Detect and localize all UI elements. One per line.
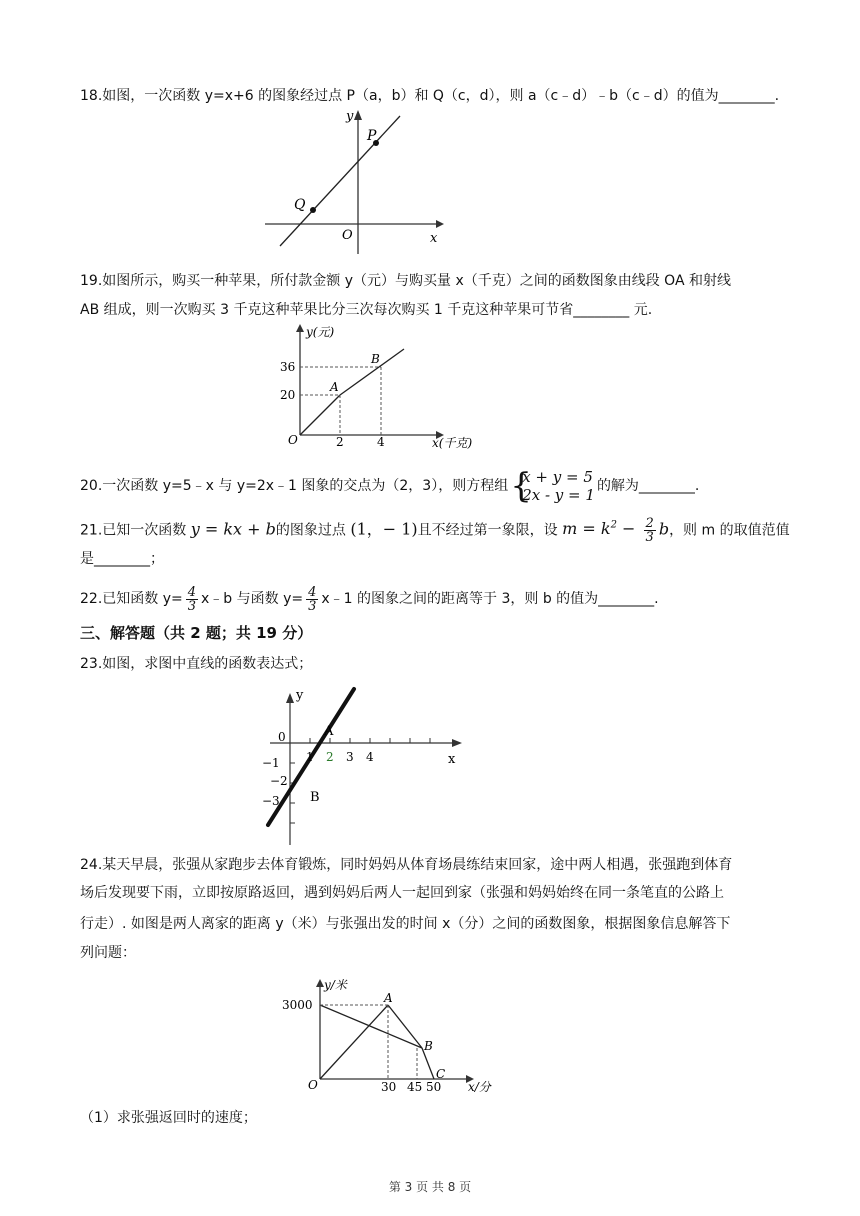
section-title: 三、解答题（共 2 题；共 19 分）: [80, 624, 313, 642]
tick-x-4: 4: [366, 750, 374, 764]
question-23: [80, 654, 780, 674]
tick-y-minus-1: −1: [262, 756, 280, 770]
tick-y-minus-2: −2: [270, 774, 288, 788]
origin-label: O: [342, 228, 353, 243]
origin-label: O: [288, 433, 298, 447]
question-21-text-start: 21.已知一次函数: [80, 522, 187, 539]
question-18-text: 18.如图，一次函数 y=x+6 的图象经过点 P（a，b）和 Q（c，d），则 a（c﹣d）﹣b（c﹣d）的值为________.: [80, 88, 780, 104]
tick-x-50: 50: [426, 1080, 442, 1094]
label-p: P: [367, 128, 377, 144]
function-expression: y = kx + b: [190, 519, 276, 539]
page-footer: [0, 1178, 860, 1195]
question-22-text-mid: x﹣b 与函数 y=: [201, 591, 304, 607]
origin-label: O: [308, 1078, 318, 1092]
question-20-text-end: 的解为________.: [596, 478, 700, 494]
question-19-line-1: [80, 271, 780, 291]
question-21-text-mid: 的图象过点: [275, 522, 346, 539]
tick-y-20: 20: [280, 388, 296, 402]
question-19-line-2: [80, 300, 780, 320]
tick-x-4: 4: [377, 435, 385, 449]
question-22-text-end: x﹣1 的图象之间的距离等于 3，则 b 的值为________.: [321, 591, 659, 607]
fraction-4-3: $\frac{4}{3}$: [187, 584, 197, 614]
axis-x-label: x/分: [468, 1080, 491, 1094]
equation-1: x + y = 5: [522, 468, 593, 486]
tick-x-30: 30: [381, 1080, 397, 1094]
question-19-text-1: 19.如图所示，购买一种苹果，所付款金额 y（元）与购买量 x（千克）之间的函数图象由线段 OA 和射线: [80, 273, 731, 289]
label-b: B: [424, 1039, 433, 1053]
page-number: 第 3 页 共 8 页: [388, 1180, 472, 1194]
fraction-2-3: $\frac{2}{3}$: [645, 515, 654, 545]
question-21-text-2: 是________；: [80, 551, 164, 567]
question-21-line-2: [80, 549, 780, 569]
tick-y-3000: 3000: [282, 998, 313, 1012]
question-24-line-2: [80, 883, 780, 903]
question-20: [80, 466, 780, 506]
question-24-text-2: 场后发现要下雨，立即按原路返回，遇到妈妈后两人一起回到家（张强和妈妈始终在同一条笔直的公路上: [80, 885, 724, 901]
question-24-text-1: 24.某天早晨，张强从家跑步去体育锻炼，同时妈妈从体育场晨练结束回家，途中两人相遇，张强跑到体育: [80, 857, 733, 873]
label-q: Q: [294, 197, 306, 213]
section-3-heading: [80, 623, 780, 643]
axis-y-label: y: [296, 688, 304, 703]
tick-x-1: 1: [306, 750, 314, 764]
tick-x-2: 2: [326, 750, 334, 764]
question-24-line-4: [80, 943, 780, 963]
tick-x-2: 2: [336, 435, 344, 449]
axis-x-label: x: [430, 231, 438, 246]
label-a: A: [324, 724, 334, 739]
axis-y-label: y: [346, 109, 354, 124]
question-24-part-1-text: （1）求张强返回时的速度；: [80, 1110, 257, 1126]
question-21-line-1: 21.已知一次函数 y = kx + b的图象过点 (1，− 1)且不经过第一象限，设 $m = k^2$ − $\frac{2}{3}$ b，则 m 的取值范值: [80, 515, 790, 545]
equation-2: 2x - y = 1: [522, 486, 595, 504]
axis-x-label: x(千克): [432, 436, 473, 450]
label-c: C: [436, 1067, 446, 1081]
label-b: B: [310, 790, 320, 805]
question-20-text: 20.一次函数 y=5﹣x 与 y=2x﹣1 图象的交点为（2，3），则方程组: [80, 478, 509, 494]
tick-y-36: 36: [280, 360, 296, 374]
fraction-4-3-second: $\frac{4}{3}$: [308, 584, 317, 614]
label-b: B: [371, 352, 380, 366]
question-24-text-4: 列问题：: [80, 945, 136, 961]
figure-23-graph: [256, 685, 476, 855]
axis-x-label: x: [448, 752, 456, 767]
question-24-line-1: [80, 855, 780, 875]
label-a: A: [384, 991, 393, 1005]
question-19-text-2: AB 组成，则一次购买 3 千克这种苹果比分三次每次购买 1 千克这种苹果可节省________ 元.: [80, 302, 653, 318]
label-a: A: [330, 380, 339, 394]
point-expression: (1，− 1): [350, 519, 418, 539]
origin-label: 0: [278, 730, 286, 744]
m-expression: $m = k^2$ −: [562, 519, 641, 539]
tick-y-minus-3: −3: [262, 794, 280, 808]
axis-y-label: y(元): [306, 325, 335, 339]
question-24-line-3: [80, 914, 780, 934]
question-21-text-end: ，则 m 的取值范值: [669, 522, 790, 539]
axis-y-label: y/米: [324, 978, 347, 992]
figure-19-graph: [276, 322, 506, 452]
question-24-text-3: 行走）. 如图是两人离家的距离 y（米）与张强出发的时间 x（分）之间的函数图象，根据图象信息解答下: [80, 916, 731, 932]
question-23-text: 23.如图，求图中直线的函数表达式；: [80, 656, 313, 672]
question-22-text-start: 22.已知函数 y=: [80, 591, 183, 607]
question-22: [80, 584, 780, 614]
tick-x-3: 3: [346, 750, 354, 764]
figure-18-graph: [260, 106, 450, 256]
question-21-text-mid-2: 且不经过第一象限，设: [417, 522, 558, 539]
equation-system: { x + y = 5 2x - y = 1: [510, 466, 595, 506]
tick-x-45: 45: [407, 1080, 423, 1094]
question-18: [80, 86, 780, 106]
figure-24-graph: [276, 975, 506, 1095]
point-q: [310, 207, 316, 213]
question-24-part-1: [80, 1108, 780, 1128]
